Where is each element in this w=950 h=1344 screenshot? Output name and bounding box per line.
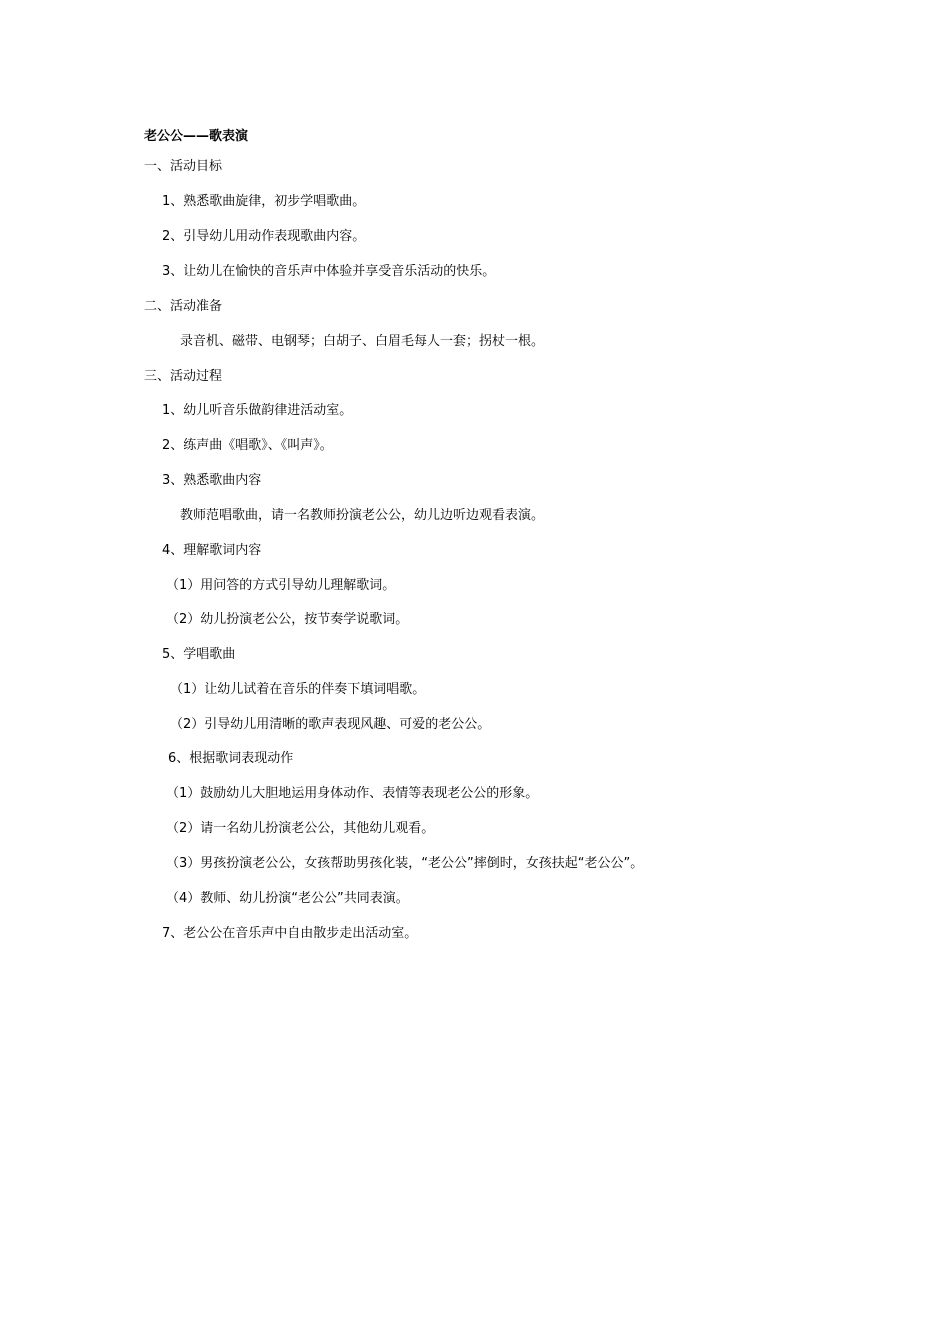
- goal-item: 1、熟悉歌曲旋律，初步学唱歌曲。: [162, 194, 366, 209]
- process-step: 7、老公公在音乐声中自由散步走出活动室。: [162, 926, 418, 941]
- process-step: 3、熟悉歌曲内容: [162, 473, 262, 488]
- process-step: 4、理解歌词内容: [162, 543, 262, 558]
- process-step: 6、根据歌词表现动作: [168, 751, 294, 766]
- sub-item: （2）幼儿扮演老公公，按节奏学说歌词。: [166, 612, 409, 627]
- sub-item: （2）请一名幼儿扮演老公公，其他幼儿观看。: [166, 821, 435, 836]
- sub-item: （1）让幼儿试着在音乐的伴奏下填词唱歌。: [170, 682, 426, 697]
- sub-item: （4）教师、幼儿扮演“老公公”共同表演。: [166, 891, 409, 906]
- sub-item: （1）鼓励幼儿大胆地运用身体动作、表情等表现老公公的形象。: [166, 786, 539, 801]
- process-step-text: 教师范唱歌曲，请一名教师扮演老公公，幼儿边听边观看表演。: [180, 508, 545, 523]
- section-heading-process: 三、活动过程: [144, 369, 223, 384]
- sub-item: （2）引导幼儿用清晰的歌声表现风趣、可爱的老公公。: [170, 717, 491, 732]
- preparation-text: 录音机、磁带、电钢琴；白胡子、白眉毛每人一套；拐杖一根。: [180, 334, 545, 349]
- process-step: 5、学唱歌曲: [162, 647, 236, 662]
- goal-item: 2、引导幼儿用动作表现歌曲内容。: [162, 229, 366, 244]
- process-step: 1、幼儿听音乐做韵律进活动室。: [162, 403, 353, 418]
- document-title: 老公公——歌表演: [144, 129, 249, 144]
- section-heading-preparation: 二、活动准备: [144, 299, 223, 314]
- sub-item: （1）用问答的方式引导幼儿理解歌词。: [166, 578, 396, 593]
- sub-item: （3）男孩扮演老公公，女孩帮助男孩化装，“老公公”摔倒时，女孩扶起“老公公”。: [166, 856, 644, 871]
- section-heading-goals: 一、活动目标: [144, 159, 223, 174]
- process-step: 2、练声曲《唱歌》、《叫声》。: [162, 438, 333, 453]
- goal-item: 3、让幼儿在愉快的音乐声中体验并享受音乐活动的快乐。: [162, 264, 496, 279]
